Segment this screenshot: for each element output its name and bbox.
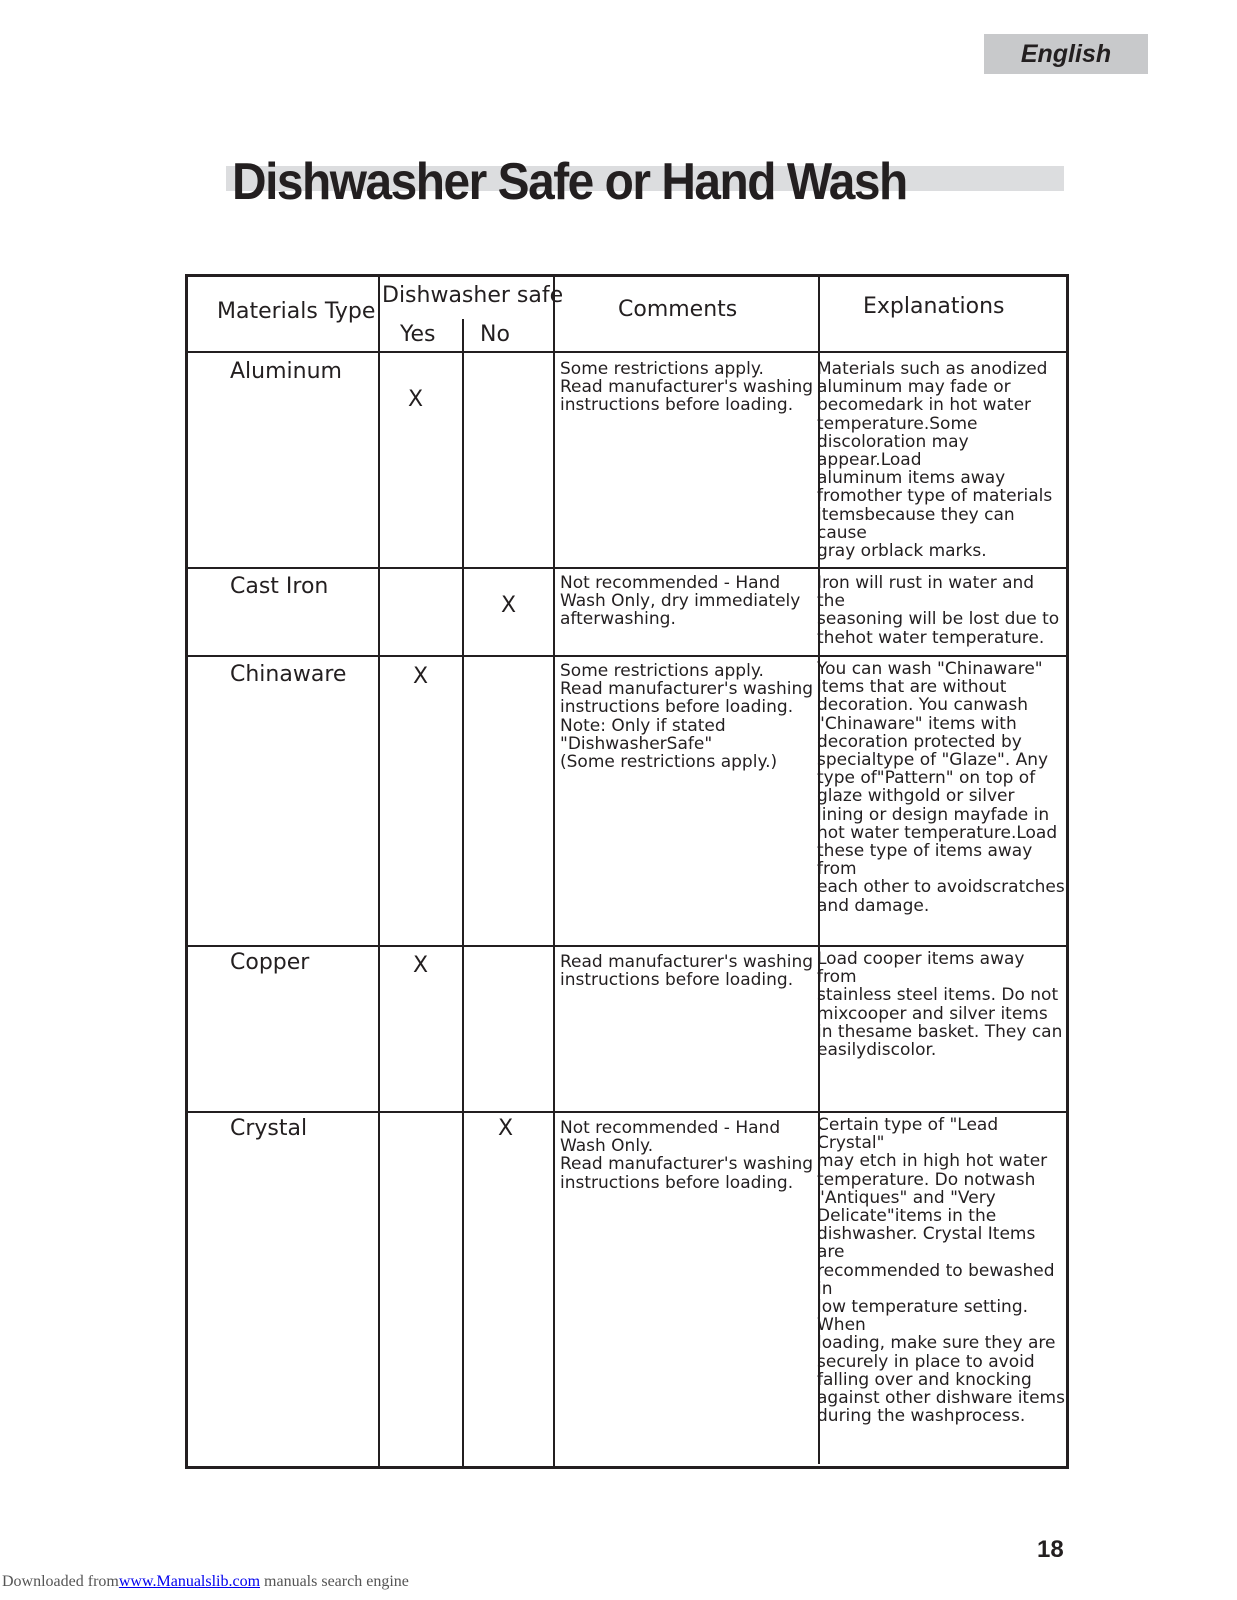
header-dishwasher-safe: Dishwasher safe bbox=[382, 283, 564, 308]
yes-mark: X bbox=[413, 953, 429, 978]
col-divider-safe bbox=[553, 277, 555, 1466]
header-materials-type: Materials Type bbox=[217, 299, 376, 324]
explanations-text: Materials such as anodized aluminum may fade or becomedark in hot water temperature.Some discoloration may appear.Load aluminum items away fromother type of materials itemsbecause they can cause gray orblack marks. bbox=[817, 359, 1053, 562]
header-comments: Comments bbox=[618, 297, 738, 322]
yes-mark: X bbox=[408, 387, 424, 412]
header-yes: Yes bbox=[400, 322, 436, 347]
page-title: Dishwasher Safe or Hand Wash bbox=[232, 153, 907, 211]
language-tab: English bbox=[984, 34, 1148, 74]
no-mark: X bbox=[498, 1116, 514, 1141]
manualslib-link[interactable]: www.Manualslib.com bbox=[118, 1573, 261, 1590]
footer-suffix: manuals search engine bbox=[260, 1573, 409, 1590]
row-divider-4 bbox=[188, 1111, 1066, 1113]
explanations-text: Iron will rust in water and the seasoning will be lost due to thehot water temperature. bbox=[817, 573, 1060, 648]
materials-table bbox=[185, 274, 1069, 1469]
comments-text: Read manufacturer's washing instructions before loading. bbox=[560, 952, 814, 991]
header-divider bbox=[188, 351, 1066, 353]
col-divider-yes-no bbox=[462, 319, 464, 1466]
explanations-text: You can wash "Chinaware" items that are without decoration. You canwash "Chinaware" items with decoration protected by specialtype of "Glaze". Any type of"Pattern" on top of glaze withgold or silver lining or design mayfade in hot water temperature.Load these type of items away from each other to avoidscratches and damage. bbox=[817, 659, 1065, 916]
row-divider-1 bbox=[188, 567, 1066, 569]
page-number: 18 bbox=[1037, 1536, 1064, 1563]
material-name: Aluminum bbox=[230, 359, 342, 384]
material-name: Cast Iron bbox=[230, 574, 329, 599]
comments-text: Not recommended - Hand Wash Only, dry immediately afterwashing. bbox=[560, 573, 801, 630]
header-explanations: Explanations bbox=[863, 294, 1005, 319]
row-divider-2 bbox=[188, 655, 1066, 657]
explanations-text: Load cooper items away from stainless steel items. Do not mixcooper and silver items in thesame basket. They can easilydiscolor. bbox=[817, 949, 1063, 1061]
explanations-text: Certain type of "Lead Crystal" may etch in high hot water temperature. Do notwash "Antiques" and "Very Delicate"items in the dishwasher. Crystal Items are recommended to bewashed in low temperature setting. When loading, make sure they are securely in place to avoid falling over and knocking against other dishware items during the washprocess. bbox=[817, 1115, 1065, 1427]
download-footer bbox=[2, 1573, 409, 1591]
material-name: Crystal bbox=[230, 1116, 308, 1141]
material-name: Chinaware bbox=[230, 662, 347, 687]
material-name: Copper bbox=[230, 950, 310, 975]
comments-text: Some restrictions apply. Read manufacturer's washing instructions before loading. Note: Only if stated "DishwasherSafe" (Some restrictions apply.) bbox=[560, 661, 814, 773]
comments-text: Not recommended - Hand Wash Only. Read manufacturer's washing instructions before loading. bbox=[560, 1118, 814, 1193]
footer-prefix: Downloaded from bbox=[2, 1573, 119, 1590]
row-divider-3 bbox=[188, 945, 1066, 947]
header-no: No bbox=[480, 322, 510, 347]
col-divider-materials bbox=[378, 277, 380, 1466]
yes-mark: X bbox=[413, 664, 429, 689]
comments-text: Some restrictions apply. Read manufacturer's washing instructions before loading. bbox=[560, 359, 814, 416]
no-mark: X bbox=[501, 593, 517, 618]
